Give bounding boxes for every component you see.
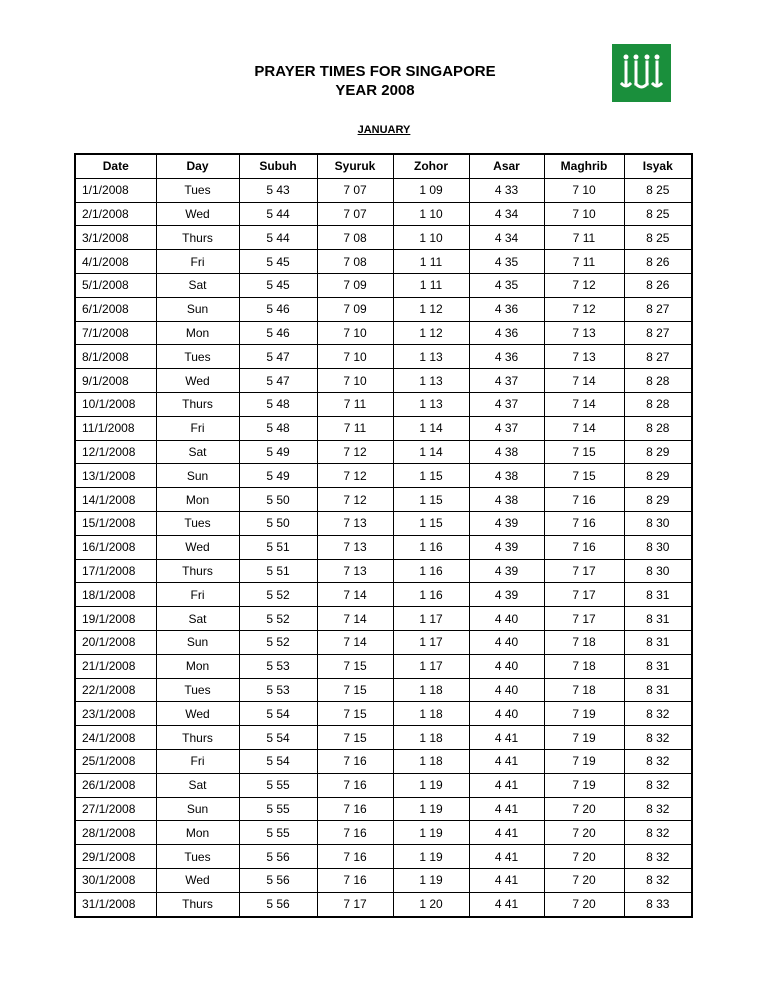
cell-subuh: 5 52 (239, 607, 317, 631)
cell-isyak: 8 31 (624, 583, 692, 607)
column-header-syuruk: Syuruk (317, 154, 393, 178)
cell-day: Sun (156, 630, 239, 654)
cell-syuruk: 7 11 (317, 416, 393, 440)
cell-day: Wed (156, 202, 239, 226)
cell-asar: 4 41 (469, 845, 544, 869)
cell-syuruk: 7 10 (317, 369, 393, 393)
cell-zohor: 1 18 (393, 702, 469, 726)
cell-day: Sat (156, 773, 239, 797)
page-title (215, 62, 535, 100)
cell-syuruk: 7 13 (317, 559, 393, 583)
cell-zohor: 1 13 (393, 392, 469, 416)
cell-maghrib: 7 10 (544, 178, 624, 202)
cell-zohor: 1 13 (393, 369, 469, 393)
cell-date: 3/1/2008 (75, 226, 156, 250)
cell-asar: 4 35 (469, 273, 544, 297)
cell-day: Tues (156, 678, 239, 702)
cell-maghrib: 7 16 (544, 511, 624, 535)
cell-subuh: 5 49 (239, 464, 317, 488)
cell-syuruk: 7 14 (317, 607, 393, 631)
cell-isyak: 8 26 (624, 273, 692, 297)
cell-maghrib: 7 12 (544, 273, 624, 297)
cell-maghrib: 7 14 (544, 416, 624, 440)
cell-isyak: 8 32 (624, 726, 692, 750)
cell-date: 12/1/2008 (75, 440, 156, 464)
cell-isyak: 8 32 (624, 797, 692, 821)
cell-subuh: 5 53 (239, 654, 317, 678)
table-header-row (75, 154, 692, 178)
cell-subuh: 5 50 (239, 488, 317, 512)
table-row (75, 202, 692, 226)
cell-syuruk: 7 12 (317, 464, 393, 488)
cell-subuh: 5 53 (239, 678, 317, 702)
month-label: JANUARY (357, 124, 411, 136)
cell-asar: 4 37 (469, 369, 544, 393)
cell-maghrib: 7 19 (544, 749, 624, 773)
cell-zohor: 1 15 (393, 464, 469, 488)
cell-syuruk: 7 07 (317, 202, 393, 226)
cell-zohor: 1 17 (393, 630, 469, 654)
cell-syuruk: 7 10 (317, 345, 393, 369)
cell-subuh: 5 44 (239, 226, 317, 250)
cell-syuruk: 7 16 (317, 821, 393, 845)
cell-asar: 4 39 (469, 511, 544, 535)
cell-subuh: 5 44 (239, 202, 317, 226)
cell-syuruk: 7 14 (317, 630, 393, 654)
cell-day: Tues (156, 345, 239, 369)
cell-day: Sat (156, 440, 239, 464)
cell-syuruk: 7 07 (317, 178, 393, 202)
cell-maghrib: 7 14 (544, 392, 624, 416)
cell-zohor: 1 19 (393, 797, 469, 821)
cell-day: Wed (156, 535, 239, 559)
cell-date: 20/1/2008 (75, 630, 156, 654)
cell-maghrib: 7 20 (544, 845, 624, 869)
cell-date: 6/1/2008 (75, 297, 156, 321)
cell-syuruk: 7 16 (317, 797, 393, 821)
cell-asar: 4 38 (469, 464, 544, 488)
cell-syuruk: 7 08 (317, 250, 393, 274)
cell-isyak: 8 28 (624, 369, 692, 393)
cell-maghrib: 7 14 (544, 369, 624, 393)
cell-asar: 4 39 (469, 535, 544, 559)
cell-zohor: 1 13 (393, 345, 469, 369)
cell-subuh: 5 54 (239, 702, 317, 726)
cell-zohor: 1 14 (393, 440, 469, 464)
cell-day: Sun (156, 297, 239, 321)
table-row (75, 654, 692, 678)
cell-maghrib: 7 19 (544, 773, 624, 797)
cell-zohor: 1 16 (393, 583, 469, 607)
cell-subuh: 5 54 (239, 749, 317, 773)
cell-asar: 4 38 (469, 488, 544, 512)
title-line-2: YEAR 2008 (335, 82, 415, 99)
cell-syuruk: 7 17 (317, 892, 393, 916)
month-heading (0, 124, 768, 136)
cell-maghrib: 7 11 (544, 250, 624, 274)
cell-day: Mon (156, 321, 239, 345)
cell-day: Mon (156, 821, 239, 845)
cell-day: Thurs (156, 726, 239, 750)
cell-syuruk: 7 08 (317, 226, 393, 250)
cell-day: Tues (156, 845, 239, 869)
cell-isyak: 8 32 (624, 868, 692, 892)
cell-asar: 4 41 (469, 797, 544, 821)
cell-syuruk: 7 12 (317, 440, 393, 464)
cell-date: 31/1/2008 (75, 892, 156, 916)
cell-day: Thurs (156, 226, 239, 250)
cell-asar: 4 40 (469, 630, 544, 654)
cell-day: Fri (156, 749, 239, 773)
cell-zohor: 1 12 (393, 321, 469, 345)
cell-isyak: 8 30 (624, 535, 692, 559)
cell-asar: 4 41 (469, 773, 544, 797)
cell-date: 14/1/2008 (75, 488, 156, 512)
cell-date: 2/1/2008 (75, 202, 156, 226)
table-row (75, 464, 692, 488)
cell-syuruk: 7 15 (317, 654, 393, 678)
cell-asar: 4 34 (469, 202, 544, 226)
table-row (75, 226, 692, 250)
cell-day: Fri (156, 416, 239, 440)
cell-date: 22/1/2008 (75, 678, 156, 702)
table-row (75, 321, 692, 345)
cell-isyak: 8 25 (624, 178, 692, 202)
cell-subuh: 5 46 (239, 321, 317, 345)
cell-day: Wed (156, 702, 239, 726)
cell-subuh: 5 51 (239, 559, 317, 583)
cell-day: Sun (156, 464, 239, 488)
table-body (75, 178, 692, 916)
cell-date: 13/1/2008 (75, 464, 156, 488)
cell-date: 25/1/2008 (75, 749, 156, 773)
cell-zohor: 1 15 (393, 511, 469, 535)
cell-isyak: 8 31 (624, 607, 692, 631)
cell-asar: 4 39 (469, 559, 544, 583)
column-header-date: Date (75, 154, 156, 178)
cell-syuruk: 7 16 (317, 749, 393, 773)
cell-isyak: 8 25 (624, 226, 692, 250)
cell-date: 24/1/2008 (75, 726, 156, 750)
title-line-1: PRAYER TIMES FOR SINGAPORE (254, 63, 496, 80)
cell-date: 9/1/2008 (75, 369, 156, 393)
cell-asar: 4 34 (469, 226, 544, 250)
cell-zohor: 1 18 (393, 749, 469, 773)
cell-subuh: 5 51 (239, 535, 317, 559)
cell-asar: 4 36 (469, 321, 544, 345)
cell-date: 5/1/2008 (75, 273, 156, 297)
cell-maghrib: 7 18 (544, 678, 624, 702)
cell-asar: 4 36 (469, 345, 544, 369)
cell-isyak: 8 26 (624, 250, 692, 274)
cell-syuruk: 7 16 (317, 773, 393, 797)
table-row (75, 607, 692, 631)
table-row (75, 250, 692, 274)
cell-asar: 4 41 (469, 892, 544, 916)
cell-maghrib: 7 15 (544, 440, 624, 464)
column-header-maghrib: Maghrib (544, 154, 624, 178)
cell-date: 4/1/2008 (75, 250, 156, 274)
cell-isyak: 8 32 (624, 821, 692, 845)
cell-zohor: 1 09 (393, 178, 469, 202)
cell-syuruk: 7 15 (317, 726, 393, 750)
cell-maghrib: 7 17 (544, 607, 624, 631)
cell-maghrib: 7 16 (544, 488, 624, 512)
cell-date: 28/1/2008 (75, 821, 156, 845)
cell-isyak: 8 28 (624, 392, 692, 416)
cell-zohor: 1 19 (393, 821, 469, 845)
cell-subuh: 5 47 (239, 345, 317, 369)
cell-syuruk: 7 15 (317, 702, 393, 726)
cell-zohor: 1 11 (393, 250, 469, 274)
cell-day: Sun (156, 797, 239, 821)
cell-asar: 4 37 (469, 416, 544, 440)
cell-subuh: 5 52 (239, 630, 317, 654)
cell-zohor: 1 20 (393, 892, 469, 916)
prayer-times-table (74, 153, 693, 918)
table-row (75, 868, 692, 892)
cell-isyak: 8 27 (624, 345, 692, 369)
cell-subuh: 5 46 (239, 297, 317, 321)
cell-zohor: 1 11 (393, 273, 469, 297)
cell-asar: 4 39 (469, 583, 544, 607)
cell-maghrib: 7 20 (544, 821, 624, 845)
cell-zohor: 1 10 (393, 202, 469, 226)
cell-day: Mon (156, 488, 239, 512)
cell-isyak: 8 29 (624, 488, 692, 512)
cell-isyak: 8 30 (624, 559, 692, 583)
cell-zohor: 1 19 (393, 773, 469, 797)
cell-asar: 4 40 (469, 678, 544, 702)
cell-day: Sat (156, 273, 239, 297)
cell-zohor: 1 19 (393, 845, 469, 869)
cell-subuh: 5 50 (239, 511, 317, 535)
cell-asar: 4 41 (469, 726, 544, 750)
cell-day: Thurs (156, 559, 239, 583)
table-row (75, 369, 692, 393)
cell-asar: 4 41 (469, 868, 544, 892)
cell-asar: 4 36 (469, 297, 544, 321)
column-header-subuh: Subuh (239, 154, 317, 178)
cell-isyak: 8 31 (624, 654, 692, 678)
cell-maghrib: 7 11 (544, 226, 624, 250)
cell-day: Fri (156, 583, 239, 607)
cell-subuh: 5 55 (239, 773, 317, 797)
cell-asar: 4 41 (469, 821, 544, 845)
table-row (75, 678, 692, 702)
table-row (75, 392, 692, 416)
cell-maghrib: 7 12 (544, 297, 624, 321)
cell-subuh: 5 47 (239, 369, 317, 393)
table-row (75, 559, 692, 583)
cell-date: 27/1/2008 (75, 797, 156, 821)
cell-syuruk: 7 09 (317, 273, 393, 297)
cell-isyak: 8 27 (624, 321, 692, 345)
cell-syuruk: 7 16 (317, 868, 393, 892)
column-header-zohor: Zohor (393, 154, 469, 178)
table-row (75, 892, 692, 916)
column-header-asar: Asar (469, 154, 544, 178)
cell-day: Wed (156, 369, 239, 393)
cell-syuruk: 7 10 (317, 321, 393, 345)
cell-zohor: 1 15 (393, 488, 469, 512)
cell-asar: 4 40 (469, 702, 544, 726)
cell-zohor: 1 18 (393, 678, 469, 702)
cell-syuruk: 7 11 (317, 392, 393, 416)
table-row (75, 821, 692, 845)
cell-asar: 4 40 (469, 654, 544, 678)
cell-date: 17/1/2008 (75, 559, 156, 583)
table-row (75, 488, 692, 512)
cell-subuh: 5 48 (239, 392, 317, 416)
table-row (75, 797, 692, 821)
cell-zohor: 1 16 (393, 559, 469, 583)
cell-maghrib: 7 15 (544, 464, 624, 488)
cell-maghrib: 7 16 (544, 535, 624, 559)
cell-day: Thurs (156, 392, 239, 416)
cell-zohor: 1 18 (393, 726, 469, 750)
table-row (75, 749, 692, 773)
cell-day: Mon (156, 654, 239, 678)
cell-date: 29/1/2008 (75, 845, 156, 869)
cell-subuh: 5 45 (239, 250, 317, 274)
table-row (75, 178, 692, 202)
cell-syuruk: 7 09 (317, 297, 393, 321)
table-row (75, 773, 692, 797)
cell-day: Sat (156, 607, 239, 631)
table-row (75, 416, 692, 440)
cell-date: 8/1/2008 (75, 345, 156, 369)
cell-isyak: 8 25 (624, 202, 692, 226)
cell-syuruk: 7 13 (317, 511, 393, 535)
cell-maghrib: 7 20 (544, 892, 624, 916)
cell-zohor: 1 16 (393, 535, 469, 559)
cell-zohor: 1 10 (393, 226, 469, 250)
cell-isyak: 8 30 (624, 511, 692, 535)
cell-maghrib: 7 13 (544, 321, 624, 345)
cell-asar: 4 35 (469, 250, 544, 274)
cell-date: 1/1/2008 (75, 178, 156, 202)
table-row (75, 726, 692, 750)
cell-date: 21/1/2008 (75, 654, 156, 678)
cell-asar: 4 40 (469, 607, 544, 631)
cell-asar: 4 41 (469, 749, 544, 773)
table-row (75, 702, 692, 726)
cell-subuh: 5 52 (239, 583, 317, 607)
cell-isyak: 8 29 (624, 440, 692, 464)
table-row (75, 440, 692, 464)
cell-maghrib: 7 17 (544, 583, 624, 607)
cell-date: 18/1/2008 (75, 583, 156, 607)
cell-isyak: 8 32 (624, 773, 692, 797)
cell-syuruk: 7 14 (317, 583, 393, 607)
cell-isyak: 8 31 (624, 678, 692, 702)
cell-syuruk: 7 12 (317, 488, 393, 512)
table-row (75, 273, 692, 297)
cell-subuh: 5 56 (239, 892, 317, 916)
cell-date: 19/1/2008 (75, 607, 156, 631)
cell-isyak: 8 29 (624, 464, 692, 488)
cell-day: Fri (156, 250, 239, 274)
cell-day: Tues (156, 178, 239, 202)
table-row (75, 583, 692, 607)
cell-isyak: 8 32 (624, 749, 692, 773)
cell-maghrib: 7 20 (544, 868, 624, 892)
cell-isyak: 8 33 (624, 892, 692, 916)
cell-asar: 4 33 (469, 178, 544, 202)
column-header-day: Day (156, 154, 239, 178)
cell-date: 23/1/2008 (75, 702, 156, 726)
cell-maghrib: 7 17 (544, 559, 624, 583)
cell-subuh: 5 54 (239, 726, 317, 750)
cell-date: 16/1/2008 (75, 535, 156, 559)
cell-asar: 4 38 (469, 440, 544, 464)
table-row (75, 345, 692, 369)
cell-subuh: 5 49 (239, 440, 317, 464)
cell-isyak: 8 27 (624, 297, 692, 321)
cell-day: Wed (156, 868, 239, 892)
cell-date: 10/1/2008 (75, 392, 156, 416)
cell-maghrib: 7 18 (544, 630, 624, 654)
cell-subuh: 5 43 (239, 178, 317, 202)
cell-maghrib: 7 10 (544, 202, 624, 226)
cell-syuruk: 7 15 (317, 678, 393, 702)
cell-zohor: 1 14 (393, 416, 469, 440)
cell-isyak: 8 32 (624, 845, 692, 869)
cell-subuh: 5 48 (239, 416, 317, 440)
cell-syuruk: 7 16 (317, 845, 393, 869)
table-row (75, 845, 692, 869)
column-header-isyak: Isyak (624, 154, 692, 178)
cell-zohor: 1 12 (393, 297, 469, 321)
muis-logo-icon (612, 44, 671, 102)
cell-asar: 4 37 (469, 392, 544, 416)
cell-subuh: 5 56 (239, 845, 317, 869)
cell-isyak: 8 28 (624, 416, 692, 440)
cell-isyak: 8 31 (624, 630, 692, 654)
table-row (75, 630, 692, 654)
cell-date: 15/1/2008 (75, 511, 156, 535)
cell-subuh: 5 56 (239, 868, 317, 892)
table-row (75, 297, 692, 321)
cell-day: Tues (156, 511, 239, 535)
cell-zohor: 1 17 (393, 607, 469, 631)
table-row (75, 535, 692, 559)
cell-day: Thurs (156, 892, 239, 916)
cell-zohor: 1 19 (393, 868, 469, 892)
cell-maghrib: 7 19 (544, 702, 624, 726)
cell-subuh: 5 55 (239, 821, 317, 845)
cell-maghrib: 7 13 (544, 345, 624, 369)
cell-zohor: 1 17 (393, 654, 469, 678)
cell-maghrib: 7 20 (544, 797, 624, 821)
cell-maghrib: 7 18 (544, 654, 624, 678)
cell-date: 7/1/2008 (75, 321, 156, 345)
cell-date: 26/1/2008 (75, 773, 156, 797)
cell-syuruk: 7 13 (317, 535, 393, 559)
cell-subuh: 5 55 (239, 797, 317, 821)
cell-date: 30/1/2008 (75, 868, 156, 892)
table-row (75, 511, 692, 535)
cell-isyak: 8 32 (624, 702, 692, 726)
cell-subuh: 5 45 (239, 273, 317, 297)
cell-date: 11/1/2008 (75, 416, 156, 440)
cell-maghrib: 7 19 (544, 726, 624, 750)
